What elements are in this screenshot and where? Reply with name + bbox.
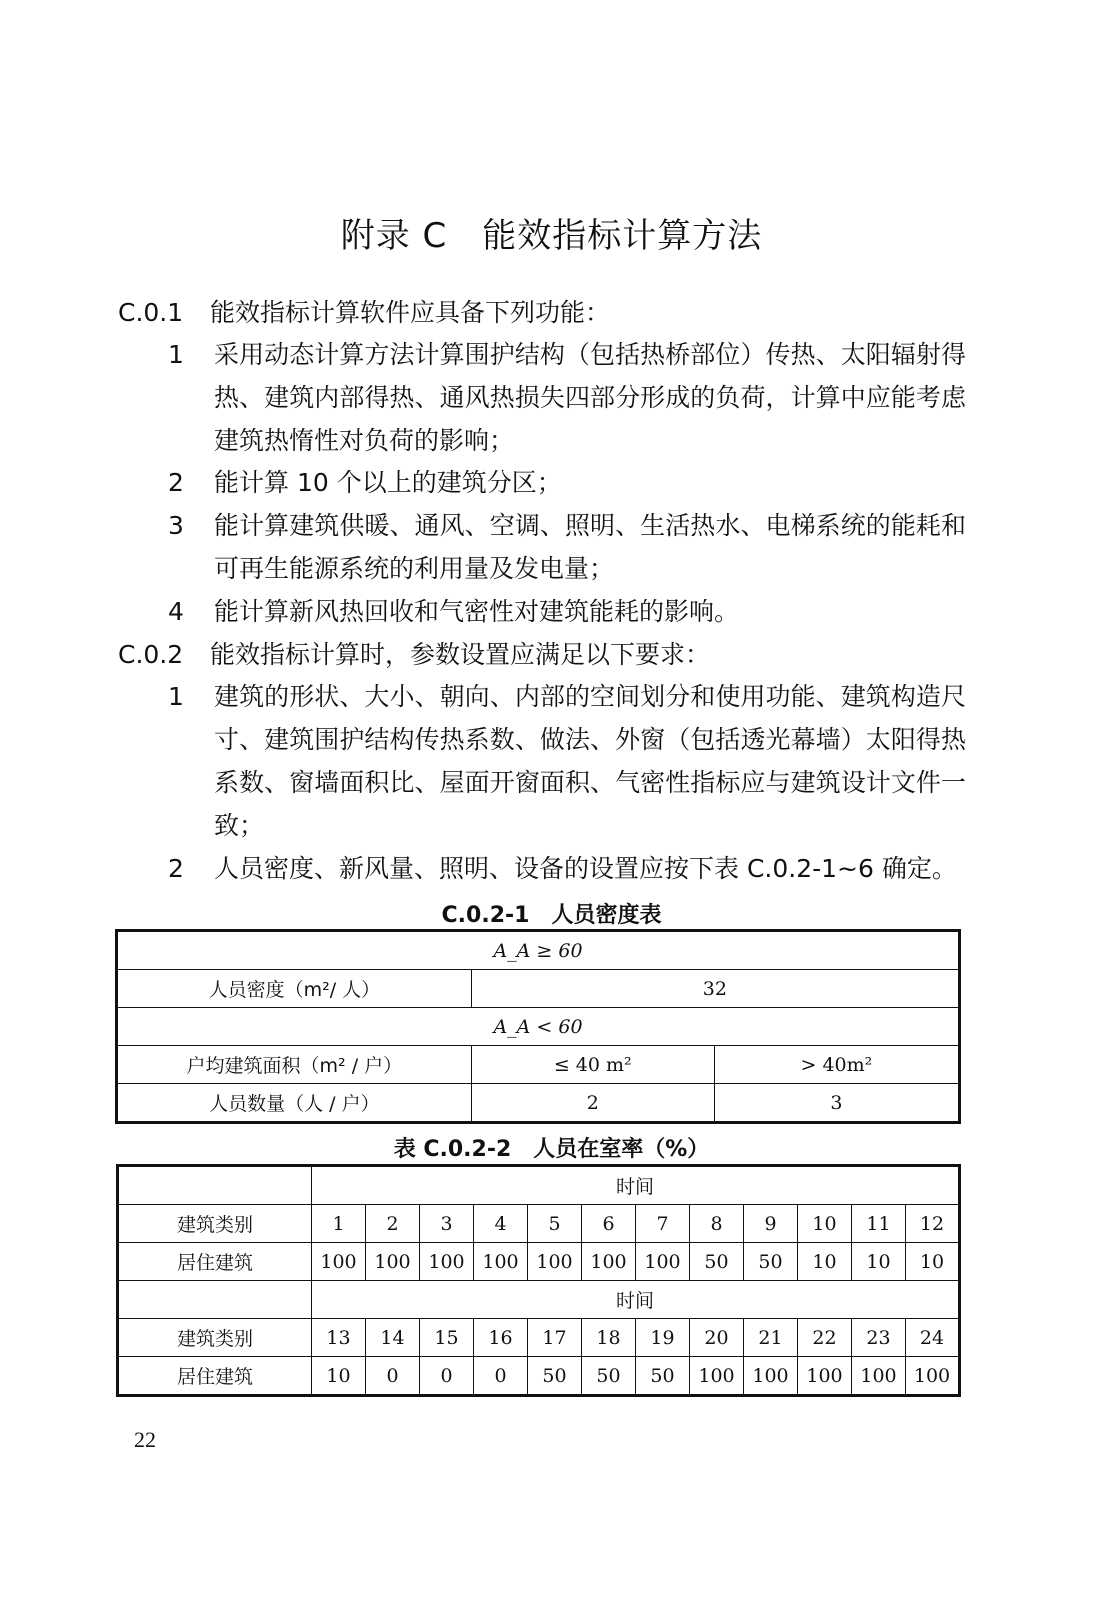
list-item [168, 847, 968, 890]
table-cell: 50 [636, 1357, 690, 1396]
table-cell: 32 [471, 970, 959, 1008]
table-cell: 23 [852, 1319, 906, 1357]
list-item [168, 333, 968, 462]
table-cell: 时间 [312, 1281, 960, 1319]
table-cell: 3 [714, 1084, 959, 1123]
list-item [168, 504, 968, 590]
item-text: 能计算建筑供暖、通风、空调、照明、生活热水、电梯系统的能耗和可再生能源系统的利用量及发电量； [214, 511, 966, 583]
table-cell: 19 [636, 1319, 690, 1357]
table-cell [118, 1166, 312, 1205]
table-cell: 户均建筑面积（m² / 户） [117, 1046, 472, 1084]
table-row [117, 1084, 960, 1123]
table-cell: 100 [636, 1243, 690, 1281]
table-cell: 20 [690, 1319, 744, 1357]
item-text: 人员密度、新风量、照明、设备的设置应按下表 C.0.2-1~6 确定。 [214, 854, 957, 883]
table-row [118, 1243, 960, 1281]
table-cell: 5 [528, 1205, 582, 1243]
table-cell: 15 [420, 1319, 474, 1357]
table-cell: 100 [906, 1357, 960, 1396]
table-cell: 50 [528, 1357, 582, 1396]
table-row [118, 1205, 960, 1243]
table-cell: 100 [852, 1357, 906, 1396]
table-cell: 2 [366, 1205, 420, 1243]
table-cell: 居住建筑 [118, 1243, 312, 1281]
table-cell: 10 [798, 1205, 852, 1243]
table-row [117, 1008, 960, 1046]
table-cell: 50 [690, 1243, 744, 1281]
table-caption: 表 C.0.2-2 人员在室率（%） [393, 1137, 710, 1162]
item-number: 1 [168, 340, 184, 369]
table-cell: 9 [744, 1205, 798, 1243]
list-item [168, 461, 968, 504]
table-cell: 14 [366, 1319, 420, 1357]
table-cell: 0 [474, 1357, 528, 1396]
table-cell: 50 [582, 1357, 636, 1396]
table-cell: 24 [906, 1319, 960, 1357]
table-row [117, 970, 960, 1008]
table-cell: 22 [798, 1319, 852, 1357]
table-cell: 2 [471, 1084, 714, 1123]
table-cell: 100 [528, 1243, 582, 1281]
table-cell: 7 [636, 1205, 690, 1243]
table-cell: 100 [582, 1243, 636, 1281]
item-number: 2 [168, 854, 184, 883]
table-cell: 50 [744, 1243, 798, 1281]
table-cell: 1 [312, 1205, 366, 1243]
item-number: 1 [168, 682, 184, 711]
list-item [168, 675, 968, 847]
table-cell: 100 [420, 1243, 474, 1281]
table-row [117, 931, 960, 970]
item-number: 2 [168, 468, 184, 497]
table-cell: A_A ≥ 60 [117, 931, 960, 970]
table-cell: 10 [312, 1357, 366, 1396]
table-cell: 4 [474, 1205, 528, 1243]
table-cell: 3 [420, 1205, 474, 1243]
clause-number: C.0.2 [118, 640, 184, 669]
item-text: 建筑的形状、大小、朝向、内部的空间划分和使用功能、建筑构造尺寸、建筑围护结构传热系数、做法、外窗（包括透光幕墙）太阳得热系数、窗墙面积比、屋面开窗面积、气密性指标应与建筑设计文件一致； [214, 682, 966, 840]
item-text: 采用动态计算方法计算围护结构（包括热桥部位）传热、太阳辐射得热、建筑内部得热、通风热损失四部分形成的负荷，计算中应能考虑建筑热惰性对负荷的影响； [214, 340, 966, 455]
table-cell: 10 [852, 1243, 906, 1281]
clause-number: C.0.1 [118, 298, 184, 327]
table-cell: 10 [906, 1243, 960, 1281]
table-cell: 100 [312, 1243, 366, 1281]
table-cell: 人员数量（人 / 户） [117, 1084, 472, 1123]
table-cell: 0 [420, 1357, 474, 1396]
table-caption: C.0.2-1 人员密度表 [441, 903, 662, 928]
people-density-table [115, 929, 961, 1124]
item-number: 4 [168, 597, 184, 626]
table-row [118, 1281, 960, 1319]
table-cell: 建筑类别 [118, 1319, 312, 1357]
occupancy-rate-table [116, 1164, 961, 1397]
table-row [118, 1319, 960, 1357]
clause-c01 [118, 296, 610, 330]
table-row [117, 1046, 960, 1084]
table-cell: 0 [366, 1357, 420, 1396]
table-cell: 居住建筑 [118, 1357, 312, 1396]
table-cell: 建筑类别 [118, 1205, 312, 1243]
table-row [118, 1166, 960, 1205]
clause-c02 [118, 638, 710, 672]
item-text: 能计算新风热回收和气密性对建筑能耗的影响。 [214, 597, 740, 626]
page-number: 22 [134, 1427, 156, 1452]
list-item [168, 590, 968, 633]
page-title: 附录 C 能效指标计算方法 [340, 216, 763, 256]
table-cell: 时间 [312, 1166, 960, 1205]
item-number: 3 [168, 511, 184, 540]
item-text: 能计算 10 个以上的建筑分区； [214, 468, 562, 497]
table-cell: 6 [582, 1205, 636, 1243]
table-cell: 17 [528, 1319, 582, 1357]
table-cell: 100 [798, 1357, 852, 1396]
table-cell: 18 [582, 1319, 636, 1357]
table-cell: 100 [474, 1243, 528, 1281]
table-cell: 11 [852, 1205, 906, 1243]
table-cell: 21 [744, 1319, 798, 1357]
table-cell [118, 1281, 312, 1319]
table-cell: 100 [366, 1243, 420, 1281]
table-row [118, 1357, 960, 1396]
clause-text: 能效指标计算软件应具备下列功能： [210, 298, 611, 327]
table-cell: 人员密度（m²/ 人） [117, 970, 472, 1008]
table-cell: A_A < 60 [117, 1008, 960, 1046]
table-cell: 100 [744, 1357, 798, 1396]
table-cell: 12 [906, 1205, 960, 1243]
table-cell: 16 [474, 1319, 528, 1357]
table-cell: 100 [690, 1357, 744, 1396]
table-cell: ≤ 40 m² [471, 1046, 714, 1084]
table-cell: 10 [798, 1243, 852, 1281]
table-cell: > 40m² [714, 1046, 959, 1084]
table-cell: 8 [690, 1205, 744, 1243]
table-cell: 13 [312, 1319, 366, 1357]
clause-text: 能效指标计算时，参数设置应满足以下要求： [210, 640, 711, 669]
